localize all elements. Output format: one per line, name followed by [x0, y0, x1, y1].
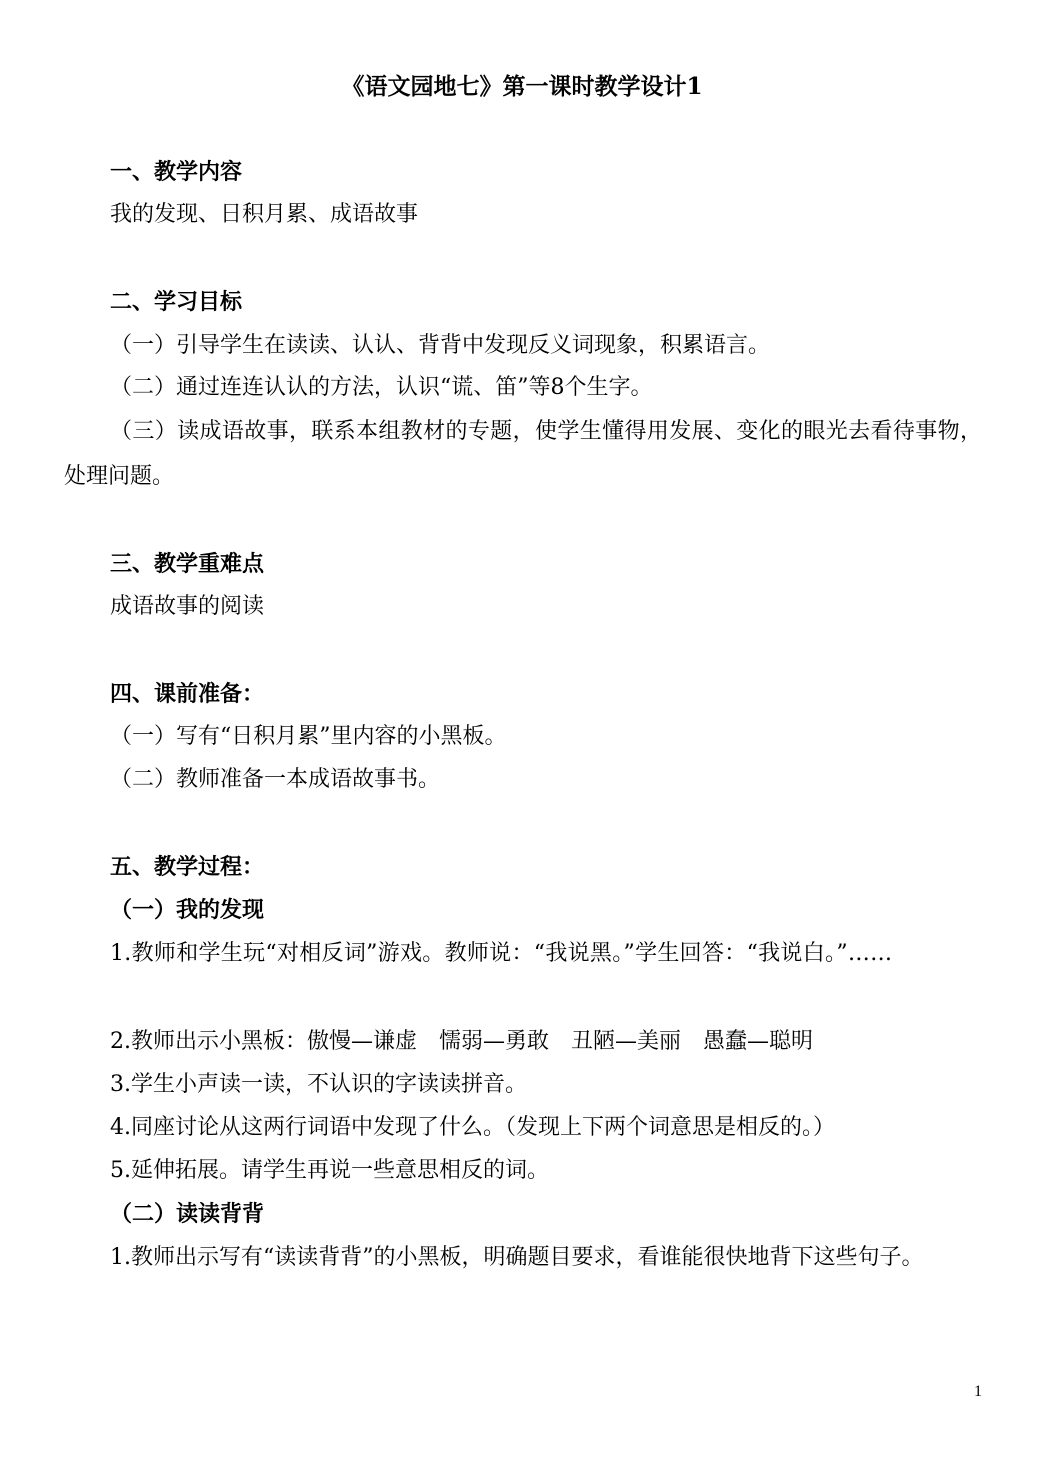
document-title: 《语文园地七》第一课时教学设计1	[341, 73, 703, 100]
subsection-heading: （一）我的发现	[110, 897, 265, 923]
objective-item: （二）通过连连认认的方法，认识“谎、笛”等8个生字。	[110, 375, 653, 400]
process-step: 5.延伸拓展。请学生再说一些意思相反的词。	[110, 1158, 549, 1183]
section-heading-content: 一、教学内容	[110, 159, 243, 185]
process-step-wrapped: 1.教师和学生玩“对相反词”游戏。教师说：“我说黑。”学生回答：“我说白。”……	[110, 941, 893, 966]
section-body-content: 我的发现、日积月累、成语故事	[110, 202, 419, 227]
process-step: 3.学生小声读一读，不认识的字读读拼音。	[110, 1072, 527, 1097]
section-body-key-points: 成语故事的阅读	[110, 594, 265, 619]
process-step: 2.教师出示小黑板：傲慢—谦虚 懦弱—勇敢 丑陋—美丽 愚蠢—聪明	[110, 1029, 813, 1054]
preparation-item: （一）写有“日积月累”里内容的小黑板。	[110, 724, 507, 749]
page-number: 1	[974, 1383, 982, 1400]
subsection-heading: （二）读读背背	[110, 1201, 265, 1227]
process-step-wrapped: 1.教师出示写有“读读背背”的小黑板，明确题目要求，看谁能很快地背下这些句子。	[110, 1245, 924, 1270]
objective-item-wrapped: （三）读成语故事，联系本组教材的专题，使学生懂得用发展、变化的眼光去看待事物，处理问题。	[64, 419, 982, 489]
preparation-item: （二）教师准备一本成语故事书。	[110, 767, 441, 792]
section-heading-preparation: 四、课前准备：	[110, 681, 265, 707]
section-heading-process: 五、教学过程：	[110, 854, 265, 880]
section-heading-objectives: 二、学习目标	[110, 289, 243, 315]
process-step: 4.同座讨论从这两行词语中发现了什么。（发现上下两个词意思是相反的。）	[110, 1115, 835, 1140]
section-heading-key-points: 三、教学重难点	[110, 551, 265, 577]
objective-item: （一）引导学生在读读、认认、背背中发现反义词现象，积累语言。	[110, 333, 771, 358]
